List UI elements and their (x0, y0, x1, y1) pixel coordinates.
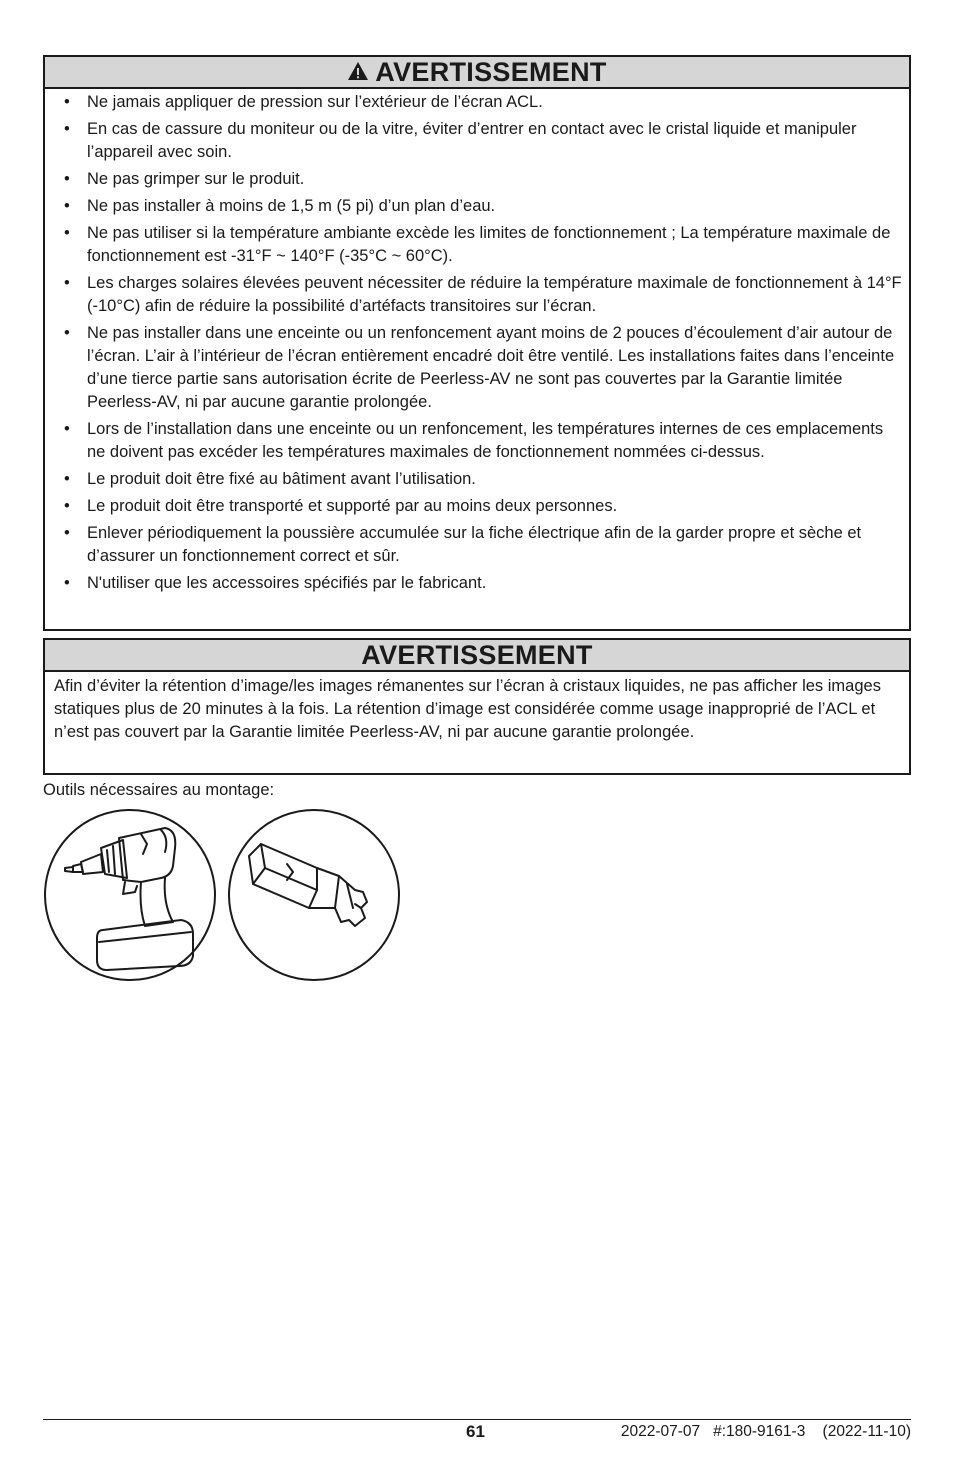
warning-list-item (45, 272, 909, 318)
warning-list-item-text: Lors de l’installation dans une enceinte ou un renfoncement, les températures internes de ces emplacements ne doivent pas excéder les températures maximales de fonctionnement nommées ci-dessus. (87, 420, 884, 461)
warning-list-item-text: Le produit doit être fixé au bâtiment avant l’utilisation. (87, 470, 476, 488)
bullet-icon: • (64, 93, 70, 111)
bullet-icon: • (64, 420, 70, 438)
warning-header-1 (45, 57, 909, 89)
bullet-icon: • (64, 224, 70, 242)
bullet-icon: • (64, 497, 70, 515)
warning-list-item (45, 522, 909, 568)
page-number: 61 (466, 1422, 485, 1441)
bullet-icon: • (64, 470, 70, 488)
warning-list-item-text: N'utiliser que les accessoires spécifiés par le fabricant. (87, 574, 487, 592)
warning-list-item (45, 322, 909, 414)
warning-title-2: AVERTISSEMENT (361, 640, 593, 670)
bullet-icon: • (64, 574, 70, 592)
warning-list-item (45, 168, 909, 191)
warning-list-item-text: Ne jamais appliquer de pression sur l’extérieur de l’écran ACL. (87, 93, 543, 111)
warning-list-item-text: Ne pas installer à moins de 1,5 m (5 pi) d’un plan d’eau. (87, 197, 496, 215)
warning-list-item-text: Ne pas utiliser si la température ambiante excède les limites de fonctionnement ; La température maximale de fonctionnement est -31°F ~ 140°F (-35°C ~ 60°C). (87, 224, 891, 265)
bullet-icon: • (64, 524, 70, 542)
warning-header-2 (45, 640, 909, 672)
footer-rule (43, 1419, 911, 1420)
document-info: 2022-07-07 #:180-9161-3 (2022-11-10) (620, 1423, 911, 1440)
warning-list-item (45, 222, 909, 268)
warning-list-item (45, 495, 909, 518)
warning-list-item-text: Ne pas installer dans une enceinte ou un renfoncement ayant moins de 2 pouces d’écoulement d’air autour de l’écran. L’air à l’intérieur de l’écran entièrement encadré doit être ventilé. Les installations faites dans l’enceinte d’une tierce partie sans autorisation écrite de Peerless-AV ne sont pas couvertes par la Garantie limitée Peerless-AV, ni par aucune garantie prolongée. (87, 324, 895, 411)
warning-list-item-text: Le produit doit être transporté et supporté par au moins deux personnes. (87, 497, 618, 515)
warning-title-1: AVERTISSEMENT (375, 57, 607, 87)
warning-triangle-icon (347, 61, 369, 81)
warning-list-item-text: Ne pas grimper sur le produit. (87, 170, 305, 188)
warning-list-item-text: Les charges solaires élevées peuvent nécessiter de réduire la température maximale de fonctionnement à 14°F (-10°C) afin de réduire la possibilité d’artéfacts transitoires sur l’écran. (87, 274, 902, 315)
warning-list-item-text: Enlever périodiquement la poussière accumulée sur la fiche électrique afin de la garder propre et sèche et d’assurer un fonctionnement correct et sûr. (87, 524, 862, 565)
warning-box-1 (43, 55, 911, 631)
tools-label: Outils nécessaires au montage: (43, 781, 275, 799)
bullet-icon: • (64, 324, 70, 342)
warning-list-item (45, 468, 909, 491)
warning-list-item (45, 91, 909, 114)
warning-list-item (45, 195, 909, 218)
warning-list (45, 89, 909, 601)
warning-box-2 (43, 638, 911, 775)
torx-bit-icon (227, 808, 401, 982)
bullet-icon: • (64, 197, 70, 215)
warning-list-item-text: En cas de cassure du moniteur ou de la vitre, éviter d’entrer en contact avec le cristal liquide et manipuler l’appareil avec soin. (87, 120, 857, 161)
drill-icon (43, 808, 217, 982)
warning-list-item (45, 418, 909, 464)
warning-text-2: Afin d’éviter la rétention d’image/les images rémanentes sur l’écran à cristaux liquides, ne pas afficher les images statiques plus de 20 minutes à la fois. La rétention d’image est considérée comme usage inapproprié de l’ACL et n’est pas couvert par la Garantie limitée Peerless-AV, ni par aucune garantie prolongée. (54, 677, 881, 741)
warning-list-item (45, 572, 909, 595)
bullet-icon: • (64, 274, 70, 292)
bullet-icon: • (64, 120, 70, 138)
bullet-icon: • (64, 170, 70, 188)
warning-list-item (45, 118, 909, 164)
